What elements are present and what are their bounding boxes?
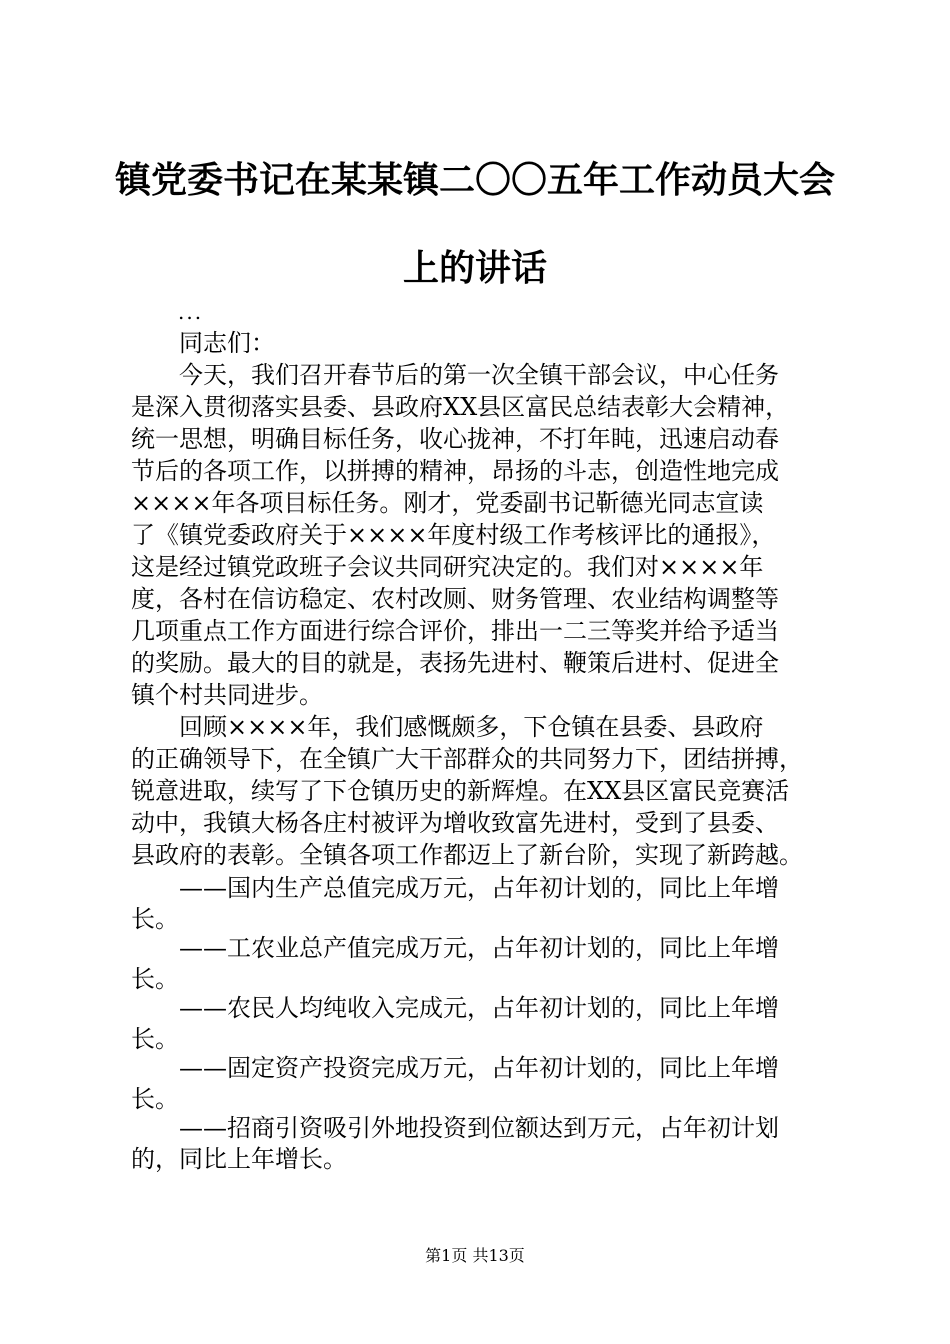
paragraph-2-line: 的正确领导下，在全镇广大干部群众的共同努力下，团结拼搏， xyxy=(131,745,803,773)
list-item-line: 的，同比上年增长。 xyxy=(131,1145,347,1173)
list-item xyxy=(131,872,831,934)
paragraph-2-line: 县政府的表彰。全镇各项工作都迈上了新台阶，实现了新跨越。 xyxy=(131,841,803,869)
list-item-line: 长。 xyxy=(131,1085,179,1113)
list-item-line: 长。 xyxy=(131,965,179,993)
list-item xyxy=(131,992,831,1054)
document-title-line-1: 镇党委书记在某某镇二〇〇五年工作动员大会 xyxy=(114,159,835,201)
list-item-line: ——国内生产总值完成万元，占年初计划的，同比上年增 xyxy=(179,874,779,902)
list-item-line: ——农民人均纯收入完成元，占年初计划的，同比上年增 xyxy=(179,994,779,1022)
list-item-line: ——招商引资吸引外地投资到位额达到万元，占年初计划 xyxy=(179,1114,779,1142)
paragraph-1-line: 今天，我们召开春节后的第一次全镇干部会议，中心任务 xyxy=(179,361,779,389)
document-body xyxy=(131,327,831,871)
paragraph-1-line: 度，各村在信访稳定、农村改厕、财务管理、农业结构调整等 xyxy=(131,585,779,613)
paragraph-2-line: 锐意进取，续写了下仓镇历史的新辉煌。在XX县区富民竞赛活 xyxy=(131,777,790,805)
paragraph-1-line: 几项重点工作方面进行综合评价，排出一二三等奖并给予适当 xyxy=(131,617,779,645)
paragraph-1-line: 镇个村共同进步。 xyxy=(131,681,323,709)
page-footer: 第1页 共13页 xyxy=(425,1246,525,1265)
list-item xyxy=(131,1112,831,1174)
list-item xyxy=(131,932,831,994)
paragraph-2-line: 动中，我镇大杨各庄村被评为增收致富先进村，受到了县委、 xyxy=(131,809,779,837)
paragraph-1-line: 是深入贯彻落实县委、县政府XX县区富民总结表彰大会精神， xyxy=(131,393,790,421)
paragraph-1-line: 节后的各项工作，以拼搏的精神，昂扬的斗志，创造性地完成 xyxy=(131,457,779,485)
paragraph-1-line: 这是经过镇党政班子会议共同研究决定的。我们对××××年 xyxy=(131,553,764,581)
list-item-line: 长。 xyxy=(131,905,179,933)
paragraph-1-line: 统一思想，明确目标任务，收心拢神，不打年盹，迅速启动春 xyxy=(131,425,779,453)
document-title-line-2: 上的讲话 xyxy=(402,247,547,289)
achievement-list xyxy=(131,872,831,1174)
paragraph-1-line: ××××年各项目标任务。刚才，党委副书记靳德光同志宣读 xyxy=(131,489,764,517)
salutation: 同志们： xyxy=(179,329,275,357)
ellipsis-marker: ... xyxy=(178,300,204,324)
paragraph-1-line: 了《镇党委政府关于××××年度村级工作考核评比的通报》， xyxy=(131,521,776,549)
list-item-line: ——工农业总产值完成万元，占年初计划的，同比上年增 xyxy=(179,934,779,962)
list-item-line: 长。 xyxy=(131,1025,179,1053)
list-item-line: ——固定资产投资完成万元，占年初计划的，同比上年增 xyxy=(179,1054,779,1082)
paragraph-1-line: 的奖励。最大的目的就是，表扬先进村、鞭策后进村、促进全 xyxy=(131,649,779,677)
list-item xyxy=(131,1052,831,1114)
paragraph-2-line: 回顾××××年，我们感慨颇多，下仓镇在县委、县政府 xyxy=(179,713,764,741)
